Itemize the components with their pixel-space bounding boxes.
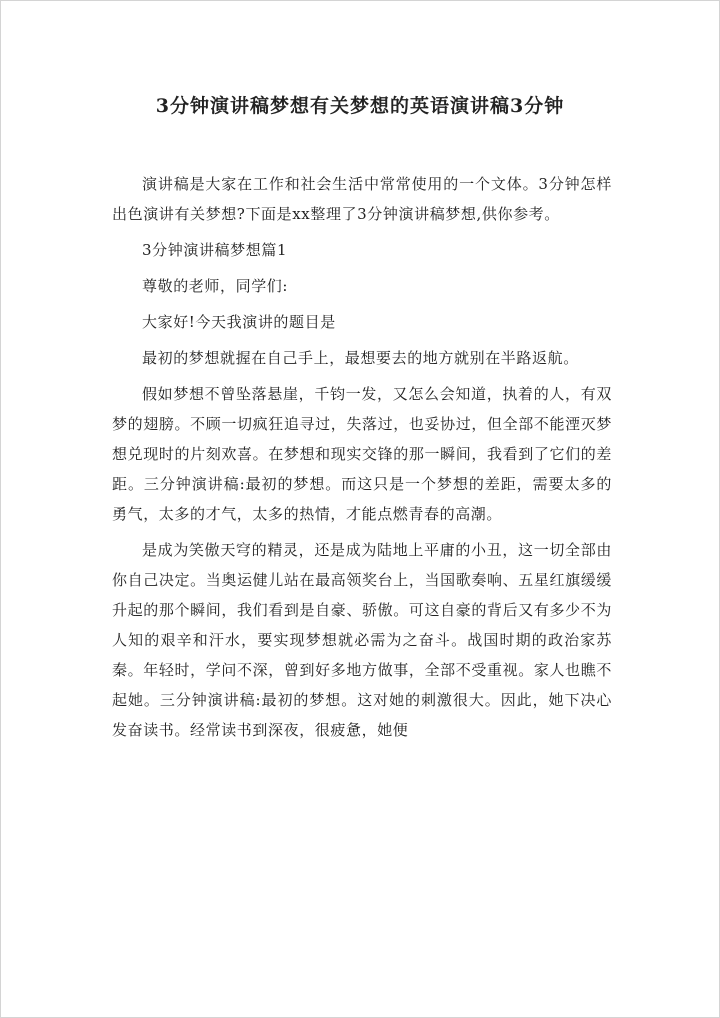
document-title: 3分钟演讲稿梦想有关梦想的英语演讲稿3分钟 <box>155 95 565 117</box>
greeting: 大家好!今天我演讲的题目是 <box>142 313 336 331</box>
section-heading: 3分钟演讲稿梦想篇1 <box>142 241 288 259</box>
salutation: 尊敬的老师，同学们: <box>142 277 289 295</box>
body-paragraph: 假如梦想不曾坠落悬崖，千钧一发，又怎么会知道，执着的人，有双梦的翅膀。不顾一切疯狂追寻过，失落过，也妥协过，但全部不能湮灭梦想兑现时的片刻欢喜。在梦想和现实交锋的那一瞬间，我看到了它们的差距。三分钟演讲稿:最初的梦想。而这只是一个梦想的差距，需要太多的勇气，太多的才气，太多的热情，才能点燃青春的高潮。 <box>112 385 612 523</box>
document-body <box>112 169 612 751</box>
intro-paragraph: 演讲稿是大家在工作和社会生活中常常使用的一个文体。3分钟怎样出色演讲有关梦想?下面是xx整理了3分钟演讲稿梦想,供你参考。 <box>112 175 612 223</box>
opening-line: 最初的梦想就握在自己手上，最想要去的地方就别在半路返航。 <box>142 349 579 367</box>
body-paragraph: 是成为笑傲天穹的精灵，还是成为陆地上平庸的小丑，这一切全部由你自己决定。当奥运健儿站在最高领奖台上，当国歌奏响、五星红旗缓缓升起的那个瞬间，我们看到是自豪、骄傲。可这自豪的背后又有多少不为人知的艰辛和汗水，要实现梦想就必需为之奋斗。战国时期的政治家苏秦。年轻时，学问不深，曾到好多地方做事，全部不受重视。家人也瞧不起她。三分钟演讲稿:最初的梦想。这对她的刺激很大。因此，她下决心发奋读书。经常读书到深夜，很疲惫，她便 <box>112 541 612 739</box>
